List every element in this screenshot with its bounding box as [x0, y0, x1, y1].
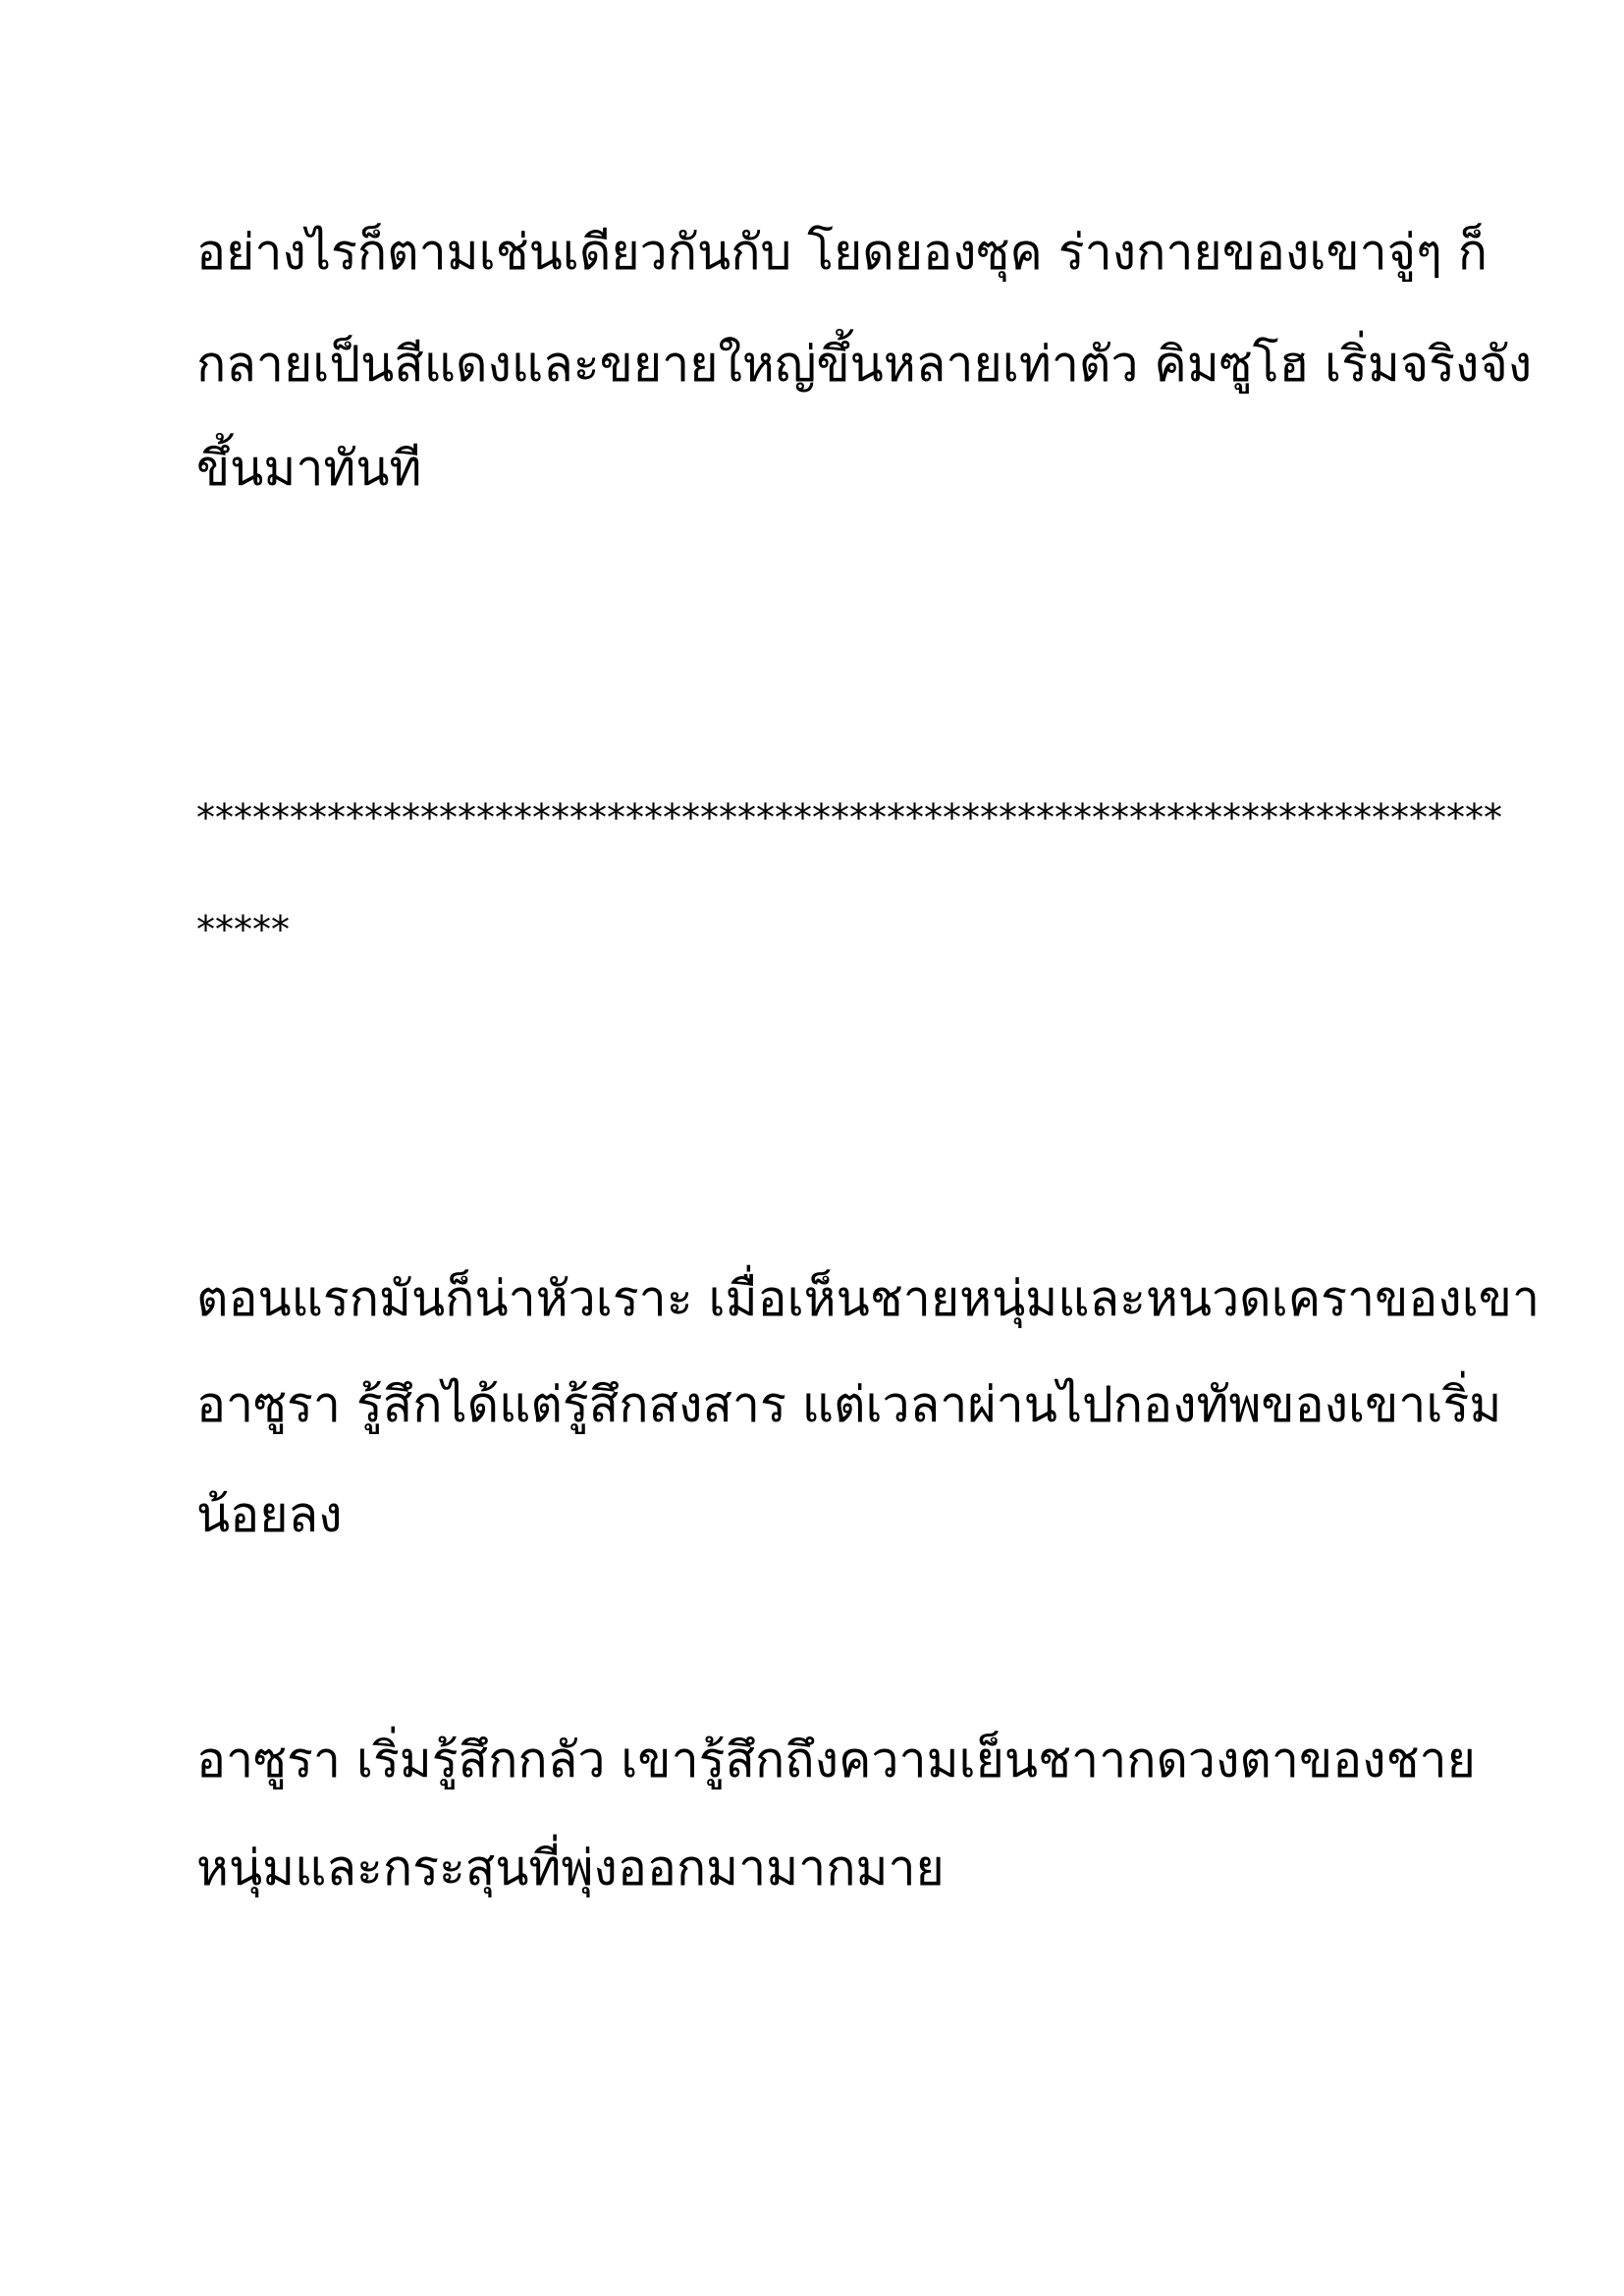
- paragraph-1-line-3: ขึ้นมาทันที: [196, 440, 422, 497]
- paragraph-3-line-1: อาซูรา เริ่มรู้สึกกลัว เขารู้สึกถึงความเย็นชาากดวงตาของชาย: [196, 1732, 1476, 1789]
- separator-stars-line-2: *****: [196, 908, 290, 951]
- paragraph-2-line-1: ตอนแรกมันก็น่าหัวเราะ เมื่อเห็นชายหนุ่มและหนวดเคราของเขา: [196, 1270, 1541, 1327]
- paragraph-3-line-2: หนุ่มและกระสุนที่พุ่งออกมามากมาย: [196, 1840, 945, 1896]
- paragraph-2-line-3: น้อยลง: [196, 1486, 343, 1543]
- paragraph-1-line-2: กลายเป็นสีแดงและขยายใหญ่ขึ้นหลายเท่าตัว คิมซูโฮ เริ่มจริงจัง: [196, 336, 1533, 393]
- paragraph-2-line-2: อาซูรา รู้สึกได้แต่รู้สึกสงสาร แต่เวลาผ่านไปกองทัพของเขาเริ่ม: [196, 1376, 1502, 1433]
- paragraph-1-line-1: อย่างไรก็ตามเช่นเดียวกันกับ โยดยองซุค ร่างกายของเขาจู่ๆ ก็: [196, 224, 1489, 281]
- separator-stars-line-1: **********************************************************************: [196, 796, 1502, 839]
